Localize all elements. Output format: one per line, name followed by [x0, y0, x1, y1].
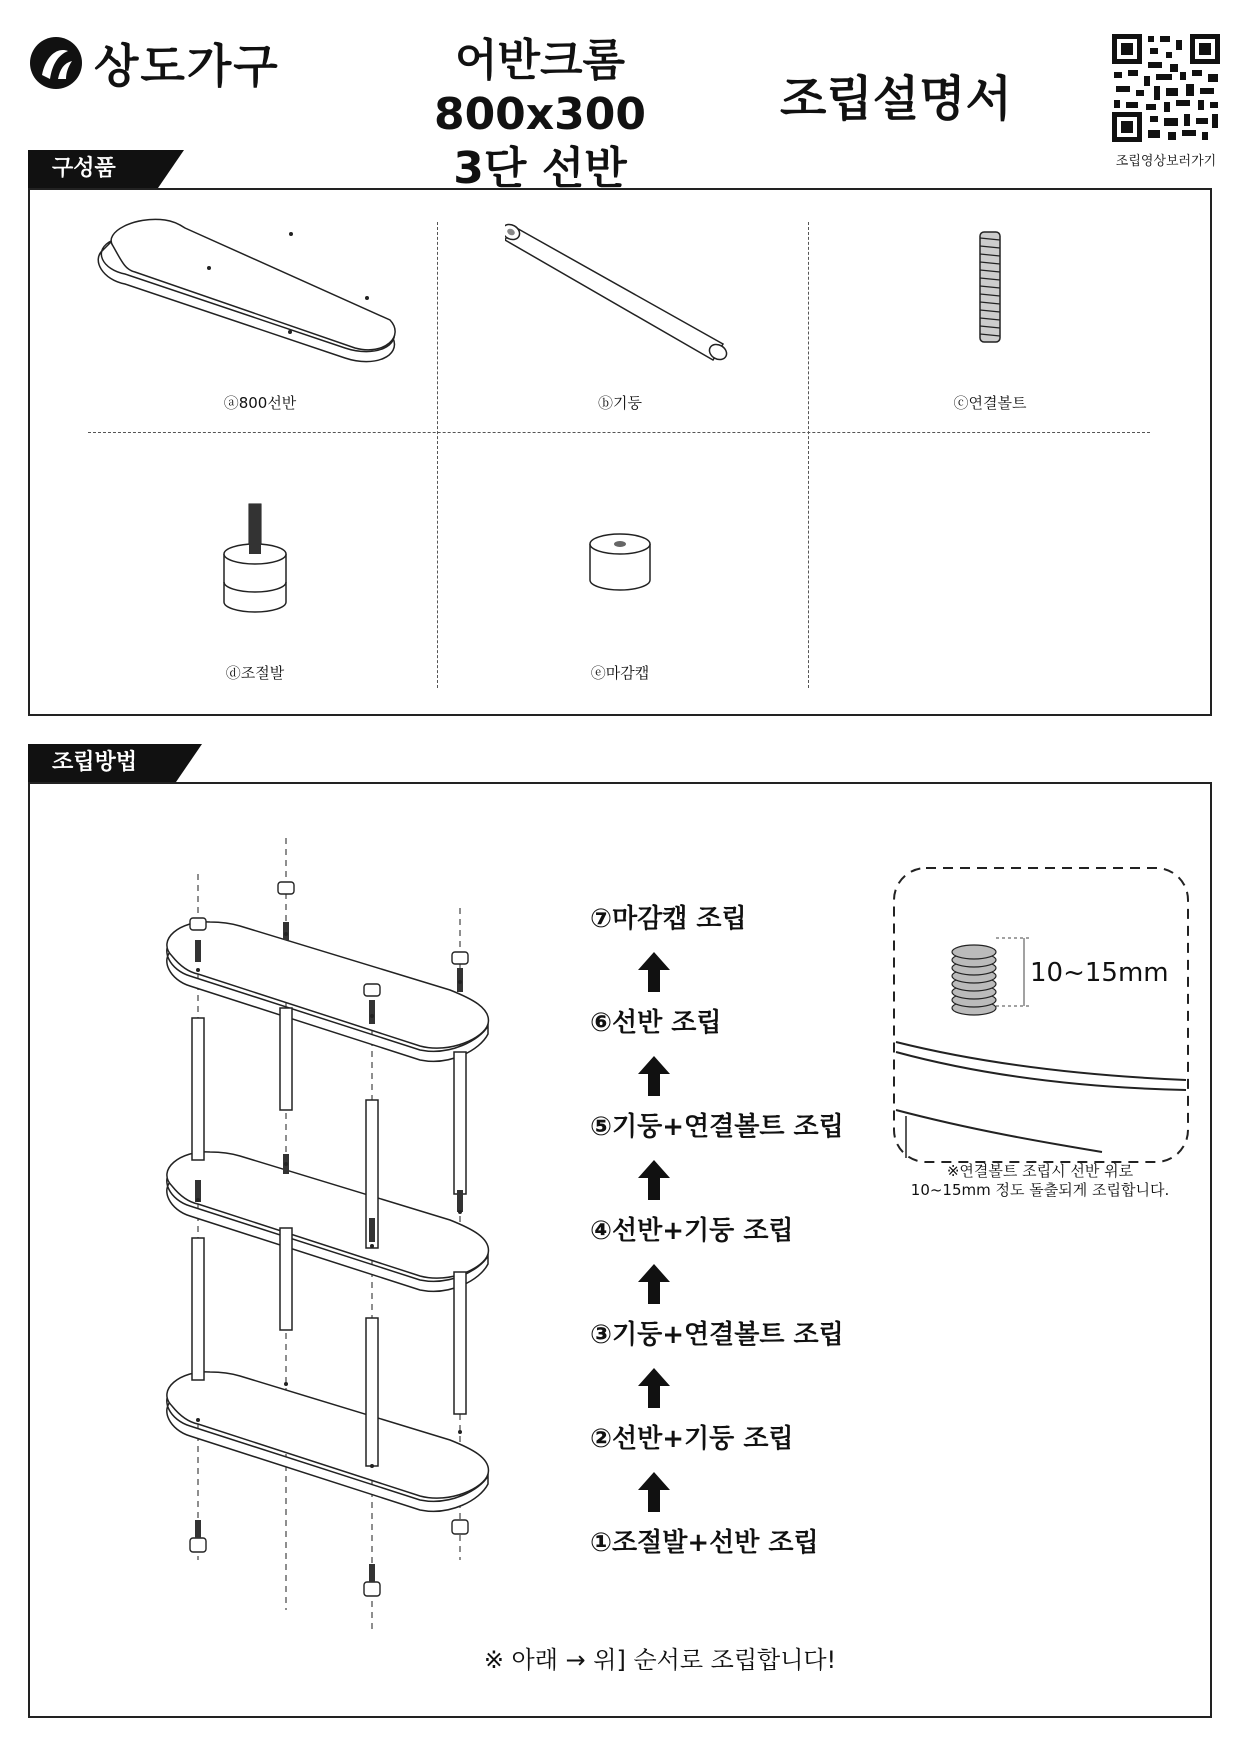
- assembly-order-note: ※ 아래 → 위] 순서로 조립합니다!: [483, 1646, 837, 1674]
- step-1: ①조절발+선반 조립: [590, 1528, 819, 1558]
- cap-part-illustration: [588, 528, 652, 592]
- brand-mark-icon: [28, 35, 84, 91]
- divider-v1: [437, 222, 438, 688]
- qr-caption: 조립영상보러가기: [1115, 154, 1217, 169]
- arrow-up-icon: [638, 1472, 670, 1512]
- document-title: 조립설명서: [780, 71, 1012, 127]
- brand-logo: [28, 30, 280, 96]
- part-label-cap: ⓔ마감캡: [590, 664, 650, 682]
- product-title-line1: 어반크롬 800x300: [433, 35, 647, 140]
- step-4: ④선반+기둥 조립: [590, 1216, 794, 1246]
- arrow-up-icon: [638, 1056, 670, 1096]
- step-7: ⑦마감캡 조립: [590, 904, 747, 934]
- brand-name: 상도가구: [94, 39, 280, 93]
- bolt-detail-note: [880, 1162, 1200, 1200]
- bolt-detail-note-line1: ※연결볼트 조립시 선반 위로: [946, 1162, 1134, 1180]
- assembly-diagram: [150, 830, 510, 1630]
- bolt-dimension-label: 10~15mm: [1030, 958, 1169, 988]
- part-label-leveler: ⓓ조절발: [225, 664, 285, 682]
- arrow-up-icon: [638, 1368, 670, 1408]
- step-6: ⑥선반 조립: [590, 1008, 722, 1038]
- product-title-line2: 3단 선반: [453, 143, 627, 194]
- part-label-pillar: ⓑ기둥: [598, 394, 642, 412]
- arrow-up-icon: [638, 1264, 670, 1304]
- divider-h: [88, 432, 1150, 433]
- part-label-bolt: ⓒ연결볼트: [953, 394, 1027, 412]
- product-title: [350, 34, 730, 196]
- shelf-part-illustration: [95, 210, 415, 370]
- step-5: ⑤기둥+연결볼트 조립: [590, 1112, 844, 1142]
- qr-code-icon[interactable]: [1110, 32, 1222, 144]
- assembly-tab: 조립방법: [28, 744, 176, 782]
- part-label-shelf: ⓐ800선반: [223, 394, 297, 412]
- bolt-part-illustration: [972, 228, 1008, 346]
- bolt-detail-note-line2: 10~15mm 정도 돌출되게 조립합니다.: [910, 1181, 1170, 1199]
- step-3: ③기둥+연결볼트 조립: [590, 1320, 844, 1350]
- bolt-detail-callout: [892, 866, 1190, 1166]
- pillar-part-illustration: [505, 218, 735, 368]
- leveler-part-illustration: [222, 502, 288, 614]
- parts-tab: 구성품: [28, 150, 158, 188]
- divider-v2: [808, 222, 809, 688]
- step-2: ②선반+기둥 조립: [590, 1424, 794, 1454]
- arrow-up-icon: [638, 952, 670, 992]
- arrow-up-icon: [638, 1160, 670, 1200]
